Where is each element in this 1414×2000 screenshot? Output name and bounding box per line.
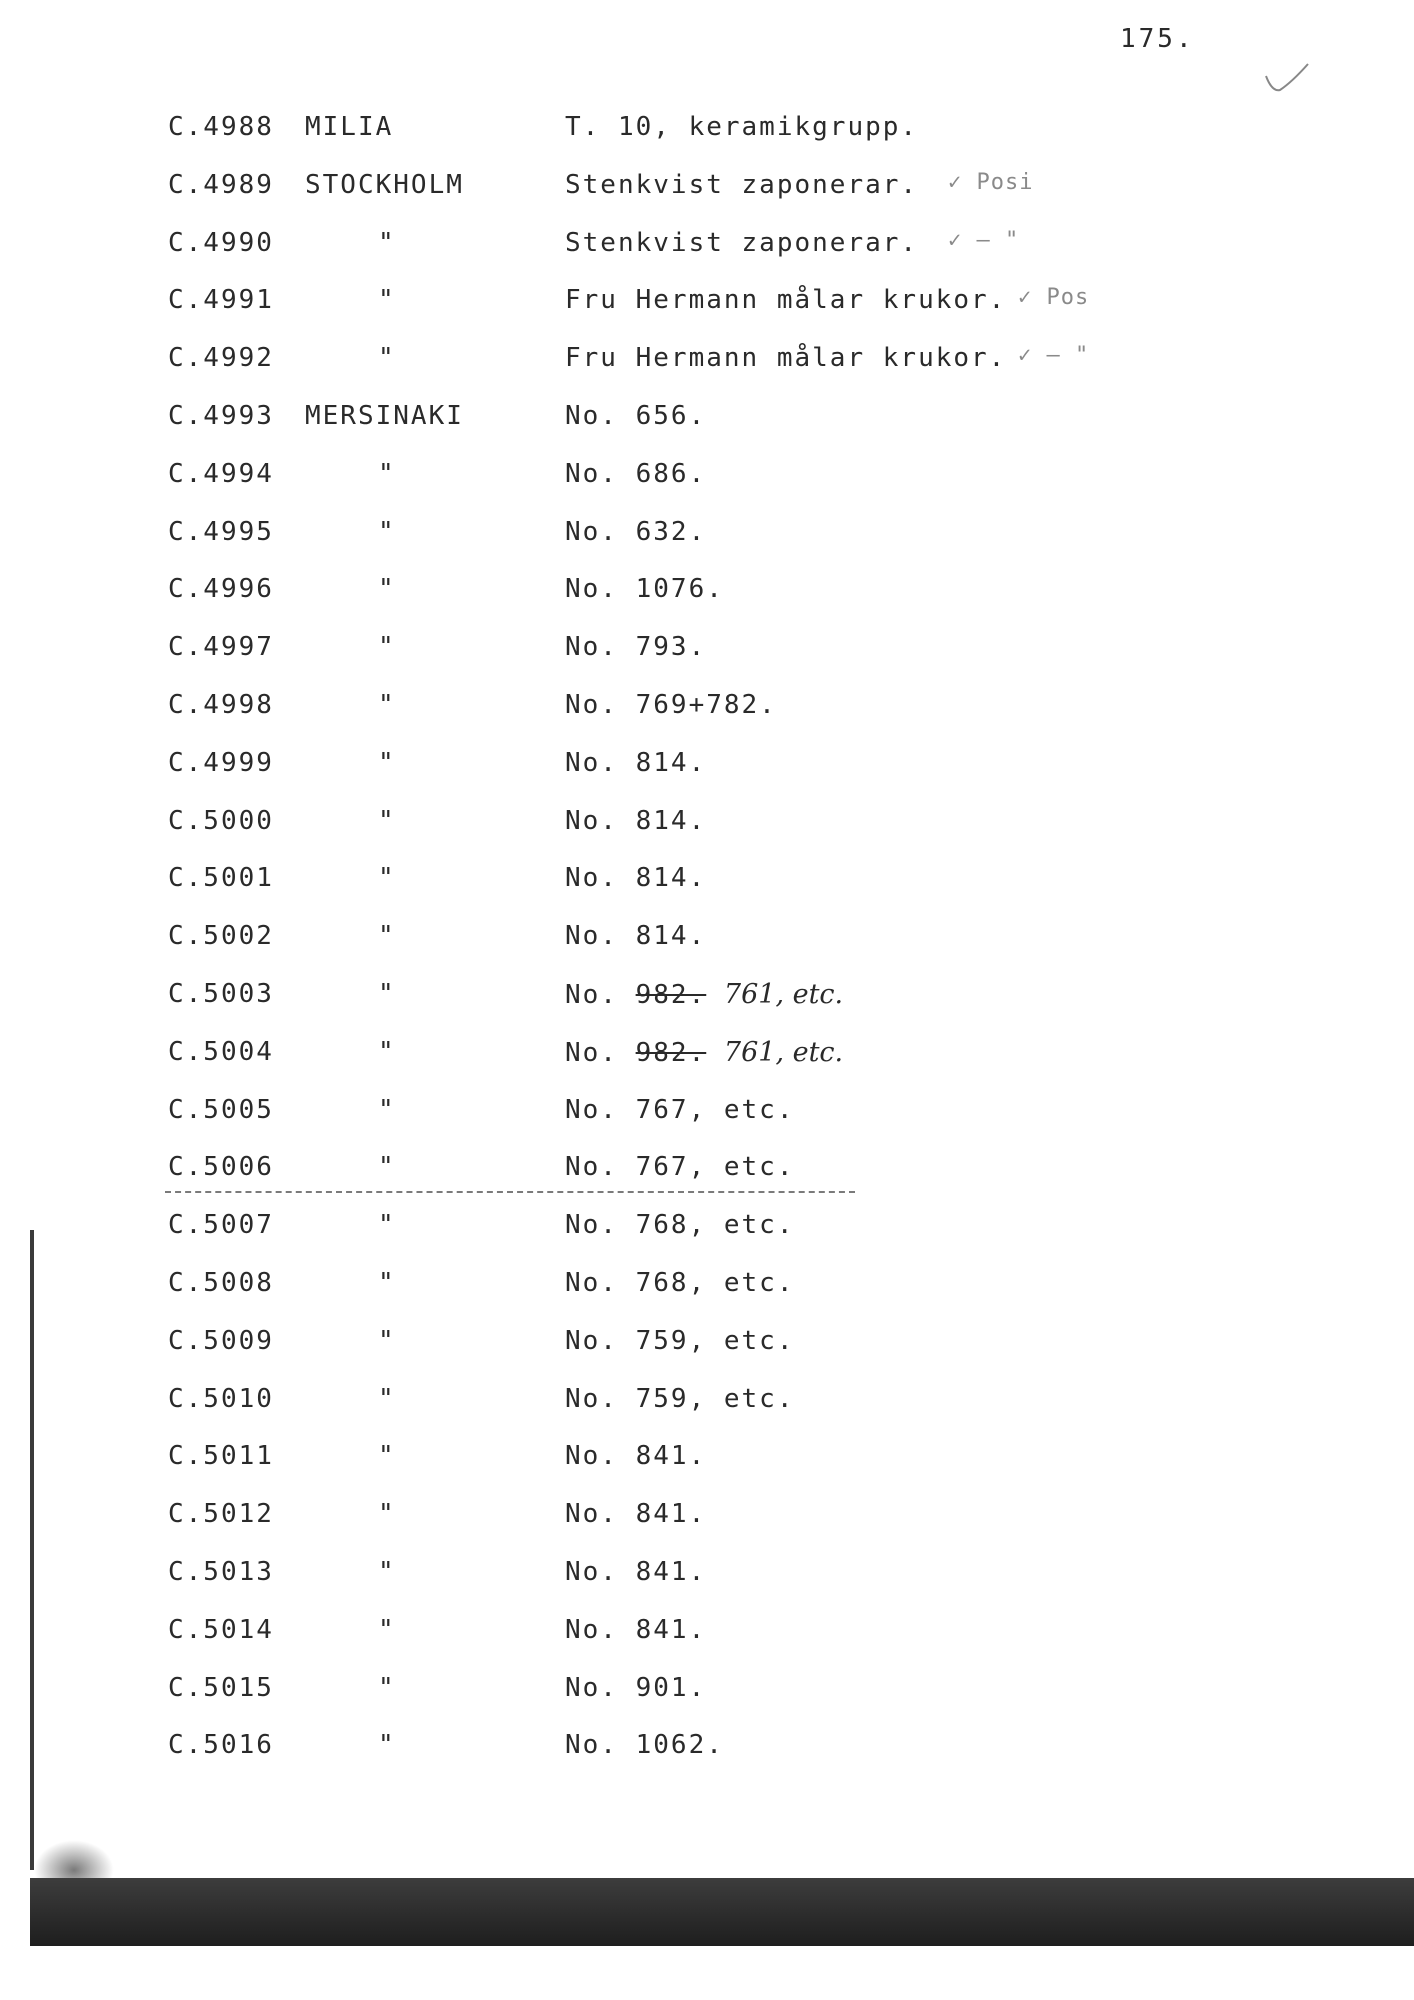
ditto-mark: " [378,1094,394,1125]
description-text: Stenkvist zaponerar. [565,169,919,200]
ditto-mark: " [378,747,394,778]
entry-description [565,1037,843,1068]
catalog-entry [0,1557,1414,1615]
ditto-mark: " [378,978,394,1009]
catalog-entry [0,1152,1414,1210]
check-mark-icon [1262,62,1310,96]
description-text: No. 841. [565,1614,707,1645]
description-text: T. 10, keramikgrupp. [565,112,919,142]
handwritten-correction: 761, etc. [723,978,844,1010]
entry-description [565,1499,706,1529]
catalog-number: C.4991 [168,285,274,316]
ditto-mark: " [378,1499,394,1530]
description-text: No. 901. [565,1672,707,1703]
entry-description [565,112,918,142]
catalog-entry [0,1095,1414,1153]
ditto-mark: " [378,1614,394,1645]
catalog-entry [0,632,1414,690]
catalog-number: C.5008 [168,1267,274,1298]
catalog-entry [0,1730,1414,1788]
catalog-number: C.4990 [168,227,274,258]
catalog-number: C.5015 [168,1672,274,1703]
margin-annotation: ✓ – " [1018,343,1090,369]
catalog-entry [0,228,1414,286]
entry-description [565,1441,706,1471]
ditto-mark: " [378,1267,394,1298]
catalog-entry [0,806,1414,864]
description-text: Fru Hermann målar krukor. [565,343,1007,374]
struck-out-number: 982. [635,1037,707,1068]
catalog-entry [0,1037,1414,1095]
margin-annotation: ✓ Pos [1018,285,1090,311]
entry-description [565,806,706,836]
handwritten-correction: 761, etc. [723,1036,844,1068]
description-text: No. 814. [565,863,707,894]
scan-left-edge [30,1230,34,1870]
entry-description [565,228,918,258]
catalog-number: C.4993 [168,400,274,431]
catalog-number: C.4995 [168,516,274,547]
ditto-mark: " [378,343,394,374]
description-text: No. 1076. [565,574,724,605]
catalog-number: C.5013 [168,1556,274,1587]
ditto-mark: " [378,1556,394,1587]
catalog-entry [0,1441,1414,1499]
description-text: No. 814. [565,747,707,778]
catalog-number: C.4999 [168,747,274,778]
catalog-number: C.4988 [168,112,274,142]
entry-description [565,170,918,200]
site-name: MILIA [305,112,394,142]
description-text: No. 759, etc. [565,1325,795,1356]
entry-description [565,1095,795,1125]
description-text: No. 769+782. [565,689,777,720]
description-text: No. 814. [565,805,707,836]
catalog-entry [0,979,1414,1037]
description-text: No. 768, etc. [565,1267,795,1298]
catalog-number: C.4996 [168,574,274,605]
catalog-number: C.5001 [168,863,274,894]
description-text: No. 841. [565,1556,707,1587]
catalog-entry [0,690,1414,748]
ditto-mark: " [378,1152,394,1183]
margin-annotation: ✓ Posi [948,169,1034,195]
entry-description [565,921,706,951]
catalog-number: C.5000 [168,805,274,836]
ditto-mark: " [378,1672,394,1703]
ditto-mark: " [378,1383,394,1414]
section-divider-line [165,1191,855,1193]
catalog-entry [0,1615,1414,1673]
description-text: Stenkvist zaponerar. [565,227,919,258]
catalog-number: C.4998 [168,689,274,720]
catalog-number: C.5009 [168,1325,274,1356]
catalog-number: C.4989 [168,169,274,200]
catalog-list [0,112,1414,1788]
catalog-entry [0,459,1414,517]
entry-description [565,574,724,604]
ditto-mark: " [378,689,394,720]
entry-description [565,459,706,489]
ditto-mark: " [378,227,394,258]
ditto-mark: " [378,574,394,605]
entry-description [565,1615,706,1645]
ditto-mark: " [378,1036,394,1067]
catalog-entry [0,921,1414,979]
scan-bottom-band [30,1878,1414,1946]
entry-description [565,1326,795,1356]
catalog-entry [0,1673,1414,1731]
catalog-number: C.5006 [168,1152,274,1183]
catalog-number: C.5004 [168,1036,274,1067]
ditto-mark: " [378,921,394,952]
catalog-number: C.5012 [168,1499,274,1530]
description-text: No. [565,979,618,1010]
description-text: No. 768, etc. [565,1210,795,1241]
description-text: No. 814. [565,921,707,952]
entry-description [565,1152,795,1182]
catalog-entry [0,401,1414,459]
catalog-number: C.4997 [168,632,274,663]
catalog-number: C.5016 [168,1730,274,1761]
struck-out-number: 982. [635,979,707,1010]
catalog-number: C.5002 [168,921,274,952]
entry-description [565,1268,795,1298]
catalog-entry [0,1210,1414,1268]
catalog-number: C.5005 [168,1094,274,1125]
description-text: No. 686. [565,458,707,489]
catalog-number: C.4994 [168,458,274,489]
catalog-entry [0,1384,1414,1442]
catalog-entry [0,574,1414,632]
entry-description [565,690,777,720]
ditto-mark: " [378,1730,394,1761]
catalog-entry [0,1268,1414,1326]
entry-description [565,1210,795,1240]
catalog-entry [0,748,1414,806]
catalog-entry [0,343,1414,401]
catalog-entry [0,1499,1414,1557]
description-text: No. 759, etc. [565,1383,795,1414]
catalog-number: C.5007 [168,1210,274,1241]
ditto-mark: " [378,458,394,489]
catalog-entry [0,285,1414,343]
entry-description [565,979,843,1010]
entry-description [565,1673,706,1703]
description-text: No. [565,1037,618,1068]
description-text: No. 767, etc. [565,1094,795,1125]
entry-description [565,632,706,662]
catalog-number: C.4992 [168,343,274,374]
catalog-number: C.5010 [168,1383,274,1414]
catalog-entry [0,863,1414,921]
entry-description [565,748,706,778]
catalog-number: C.5014 [168,1614,274,1645]
catalog-number: C.5011 [168,1441,274,1472]
entry-description [565,1557,706,1587]
entry-description [565,517,706,547]
catalog-entry [0,1326,1414,1384]
page-number: 175. [1120,24,1195,54]
description-text: No. 841. [565,1499,707,1530]
ditto-mark: " [378,285,394,316]
description-text: Fru Hermann målar krukor. [565,285,1007,316]
catalog-number: C.5003 [168,978,274,1009]
site-name: STOCKHOLM [305,169,464,200]
catalog-entry [0,170,1414,228]
ditto-mark: " [378,516,394,547]
margin-annotation: ✓ – " [948,227,1020,253]
catalog-entry [0,112,1414,170]
entry-description [565,1384,795,1414]
entry-description [565,1730,724,1760]
description-text: No. 1062. [565,1730,724,1761]
ditto-mark: " [378,632,394,663]
entry-description [565,343,1006,373]
ditto-mark: " [378,1441,394,1472]
ditto-mark: " [378,805,394,836]
description-text: No. 632. [565,516,707,547]
site-name: MERSINAKI [305,400,464,431]
entry-description [565,401,706,431]
ditto-mark: " [378,1325,394,1356]
entry-description [565,285,1006,315]
catalog-entry [0,517,1414,575]
ditto-mark: " [378,863,394,894]
ditto-mark: " [378,1210,394,1241]
description-text: No. 767, etc. [565,1152,795,1183]
description-text: No. 841. [565,1441,707,1472]
description-text: No. 793. [565,632,707,663]
entry-description [565,863,706,893]
description-text: No. 656. [565,400,707,431]
